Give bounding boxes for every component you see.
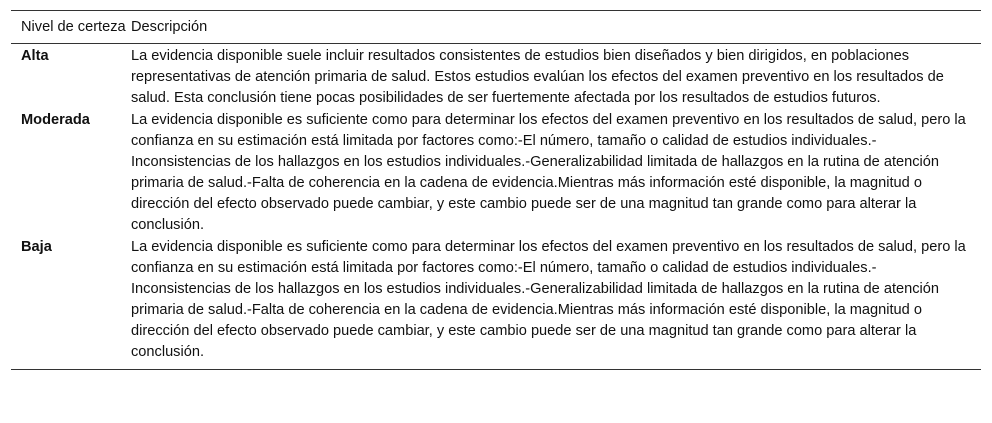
- certainty-table-container: [11, 10, 981, 370]
- header-description: Descripción: [131, 19, 208, 35]
- description-cell: La evidencia disponible suele incluir resultados consistentes de estudios bien diseñados y bien dirigidos, en poblaciones representativas de atención primaria de salud. Estos estudios evalúan los efectos del examen preventivo en los resultados de salud. Esta conclusión tiene pocas posibilidades de ser fuertemente afectada por los resultados de estudios futuros.: [131, 48, 944, 106]
- description-cell: La evidencia disponible es suficiente como para determinar los efectos del examen preventivo en los resultados de salud, pero la confianza en su estimación está limitada por factores como:-El número, tamaño o calidad de estudios individuales.-Inconsistencias de los hallazgos en los estudios individuales.-Generalizabilidad limitada de hallazgos en la rutina de atención primaria de salud.-Falta de coherencia en la cadena de evidencia.Mientras más información esté disponible, la magnitud o dirección del efecto observado puede cambiar, y este cambio puede ser de una magnitud tan grande como para alterar la conclusión.: [131, 239, 966, 360]
- header-row: [11, 11, 981, 44]
- level-cell: Baja: [21, 239, 52, 255]
- table-row-baja: [11, 236, 981, 369]
- certainty-table: [11, 11, 981, 369]
- table-header: [11, 11, 981, 44]
- level-cell: Moderada: [21, 112, 90, 128]
- table-row-moderada: [11, 109, 981, 236]
- table-body: [11, 44, 981, 370]
- table-row-alta: [11, 44, 981, 110]
- description-cell: La evidencia disponible es suficiente como para determinar los efectos del examen preventivo en los resultados de salud, pero la confianza en su estimación está limitada por factores como:-El número, tamaño o calidad de estudios individuales.-Inconsistencias de los hallazgos en los estudios individuales.-Generalizabilidad limitada de hallazgos en la rutina de atención primaria de salud.-Falta de coherencia en la cadena de evidencia.Mientras más información esté disponible, la magnitud o dirección del efecto observado puede cambiar, y este cambio puede ser de una magnitud tan grande como para alterar la conclusión.: [131, 112, 966, 233]
- level-cell: Alta: [21, 48, 49, 64]
- header-level: Nivel de certeza: [21, 19, 126, 35]
